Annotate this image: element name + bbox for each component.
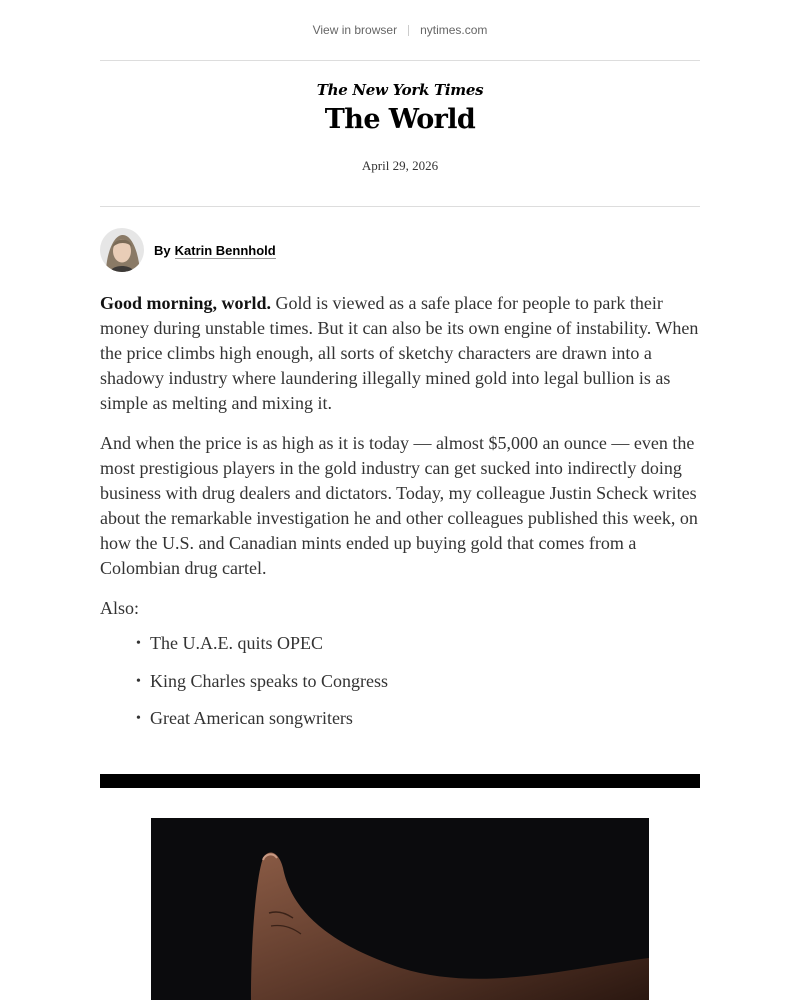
lead-greeting: Good morning, world. xyxy=(100,293,272,313)
bullet-icon: • xyxy=(136,673,141,689)
nyt-logo[interactable]: The New York Times xyxy=(316,81,484,99)
also-item-label: King Charles speaks to Congress xyxy=(150,670,388,691)
also-item-opec[interactable] xyxy=(136,631,700,656)
article-body xyxy=(100,291,700,744)
bullet-icon: • xyxy=(136,711,141,726)
newsletter-title: The World xyxy=(324,104,476,135)
also-item-songwriters[interactable] xyxy=(136,706,700,731)
also-label: Also: xyxy=(100,598,140,618)
lead-photo[interactable] xyxy=(151,818,649,1000)
author-avatar[interactable] xyxy=(100,228,144,272)
bullet-icon: • xyxy=(136,636,141,651)
top-links-bar xyxy=(0,0,800,60)
masthead-divider xyxy=(100,206,700,207)
byline-prefix: By xyxy=(154,242,171,258)
issue-date: April 29, 2026 xyxy=(361,158,439,173)
also-item-label: Great American songwriters xyxy=(150,708,353,728)
author-link[interactable]: Katrin Bennhold xyxy=(174,242,276,258)
paragraph-1-text: Gold is viewed as a safe place for people to park their money during unstable times. But it can also be its own engine of instability. When the price climbs high enough, all sorts of sketchy characters are drawn into a shadowy industry where laundering illegally mined gold into legal bullion is as simple as melting and mixing it. xyxy=(100,293,699,413)
masthead xyxy=(100,78,700,138)
byline xyxy=(100,228,276,272)
section-divider-bar xyxy=(100,774,700,788)
view-in-browser-link[interactable]: View in browser xyxy=(312,23,398,37)
top-divider xyxy=(100,60,700,61)
nytimes-site-link[interactable]: nytimes.com xyxy=(420,23,488,37)
link-divider xyxy=(408,25,409,36)
author-portrait-icon xyxy=(100,228,144,272)
paragraph-1 xyxy=(100,291,700,416)
paragraph-2: And when the price is as high as it is today — almost $5,000 an ounce — even the most prestigious players in the gold industry can get sucked into indirectly doing business with drug dealers and dictators. Today, my colleague Justin Scheck writes about the remarkable investigation he and other colleagues published this week, on how the U.S. and Canadian mints ended up buying gold that comes from a Colombian drug cartel. xyxy=(100,433,698,578)
also-item-label: The U.A.E. quits OPEC xyxy=(150,633,323,653)
gold-hand-photo-icon xyxy=(151,818,649,1000)
also-list xyxy=(136,631,700,731)
also-item-king-charles[interactable] xyxy=(136,669,700,694)
